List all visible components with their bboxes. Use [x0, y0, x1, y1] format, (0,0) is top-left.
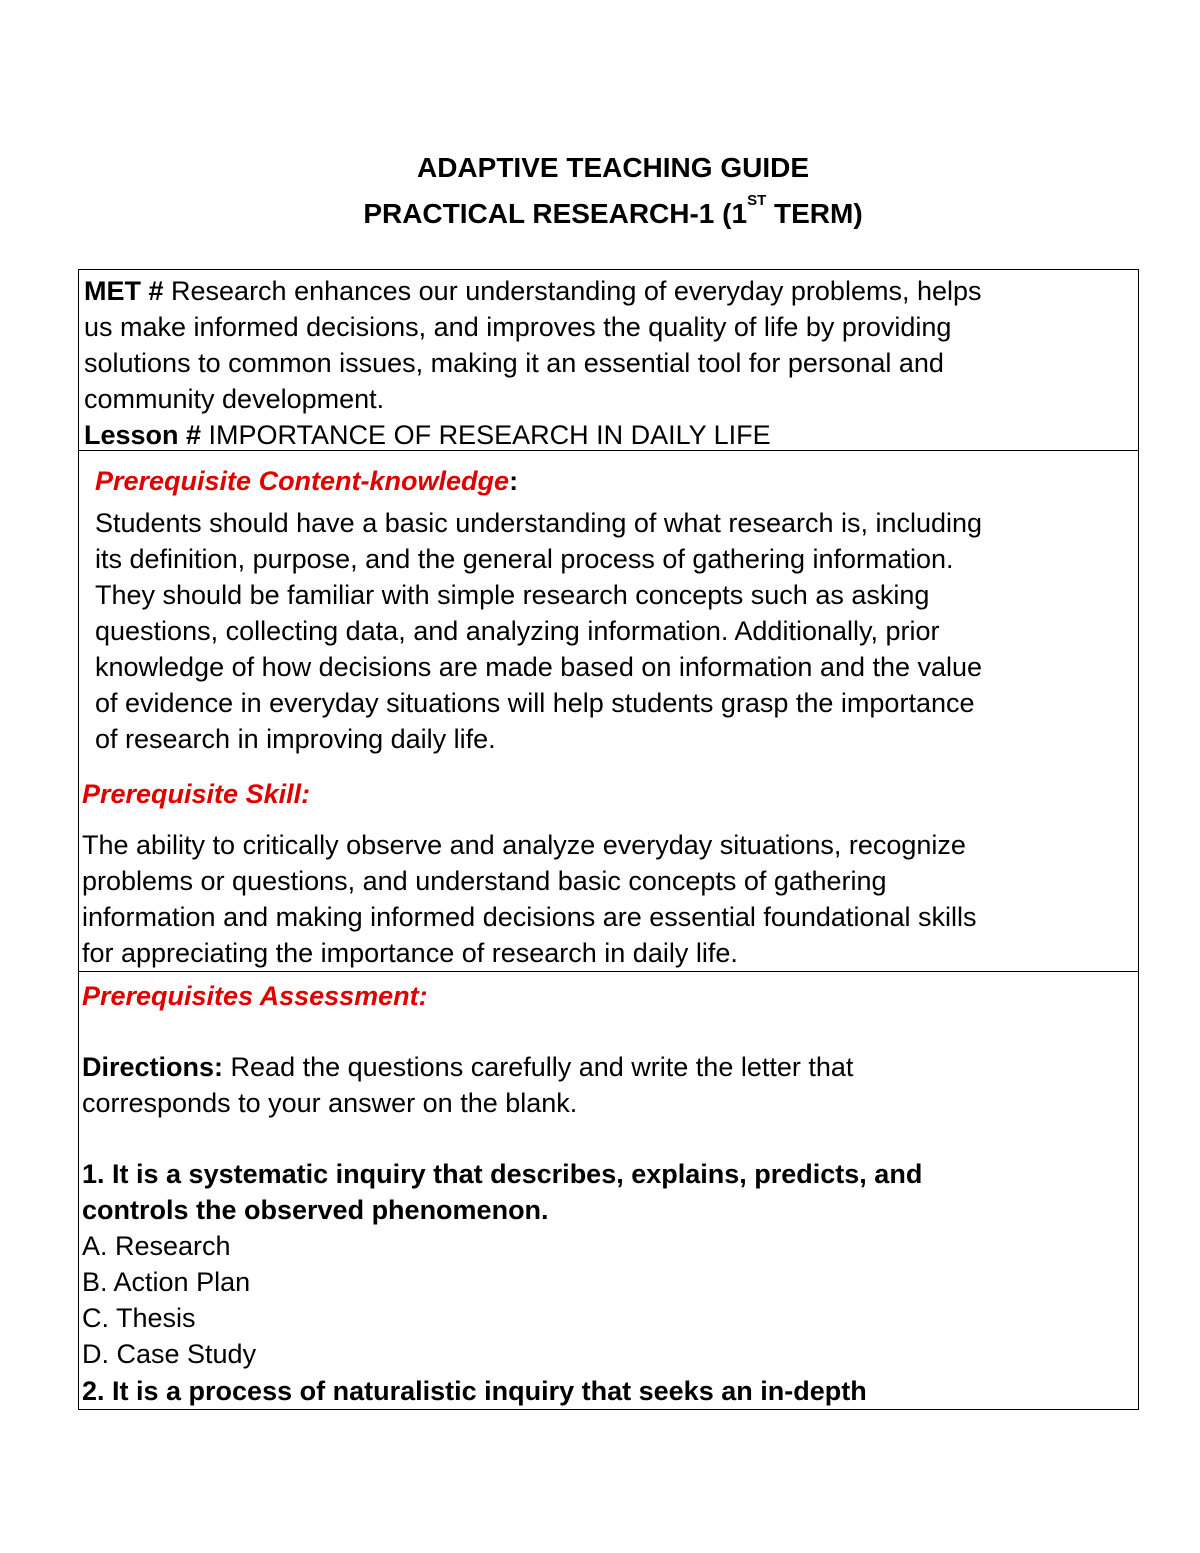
assessment-heading: Prerequisites Assessment: — [82, 981, 428, 1011]
directions — [82, 1049, 853, 1121]
option-b: B. Action Plan — [82, 1267, 251, 1297]
paragraph-line: They should be familiar with simple research concepts such as asking — [95, 580, 930, 610]
directions-line — [82, 1049, 853, 1085]
prereq-content-body — [95, 505, 982, 757]
paragraph-line: for appreciating the importance of research in daily life. — [82, 938, 738, 968]
guide-table — [78, 269, 1139, 1410]
met-cell — [84, 273, 982, 453]
prereq-skill-heading: Prerequisite Skill: — [82, 779, 311, 809]
paragraph-line: questions, collecting data, and analyzing information. Additionally, prior — [95, 616, 940, 646]
lesson-label: Lesson # — [84, 420, 202, 450]
paragraph-line: The ability to critically observe and analyze everyday situations, recognize — [82, 830, 966, 860]
question-2: 2. It is a process of naturalistic inquiry that seeks an in-depth — [82, 1376, 867, 1406]
met-text: Research enhances our understanding of everyday problems, helps — [163, 276, 982, 306]
paragraph-line: problems or questions, and understand basic concepts of gathering — [82, 866, 887, 896]
option-c: C. Thesis — [82, 1303, 196, 1333]
document-title: ADAPTIVE TEACHING GUIDE — [416, 152, 810, 183]
paragraph-line: knowledge of how decisions are made based on information and the value — [95, 652, 983, 682]
subtitle-superscript: ST — [747, 192, 767, 209]
prereq-content-title: Prerequisite Content-knowledge — [95, 466, 510, 496]
met-line: solutions to common issues, making it an essential tool for personal and — [84, 348, 944, 378]
met-label: MET # — [84, 276, 164, 306]
directions-line: corresponds to your answer on the blank. — [82, 1088, 578, 1118]
option-a: A. Research — [82, 1231, 231, 1261]
question-line: controls the observed phenomenon. — [82, 1195, 549, 1225]
directions-text: Read the questions carefully and write the letter that — [223, 1052, 854, 1082]
met-line: community development. — [84, 384, 385, 414]
directions-label: Directions: — [82, 1052, 224, 1082]
prereq-content-heading — [95, 463, 518, 499]
question-line: 1. It is a systematic inquiry that describes, explains, predicts, and — [82, 1159, 923, 1189]
paragraph-line: its definition, purpose, and the general process of gathering information. — [95, 544, 954, 574]
met-line: us make informed decisions, and improves the quality of life by providing — [84, 312, 952, 342]
lesson-line — [84, 417, 982, 453]
paragraph-line: of evidence in everyday situations will help students grasp the importance — [95, 688, 975, 718]
met-line — [84, 273, 982, 309]
prereq-skill-body — [82, 827, 976, 971]
paragraph-line: Students should have a basic understanding of what research is, including — [95, 508, 983, 538]
subtitle-text-end: TERM) — [766, 198, 863, 229]
paragraph-line: information and making informed decisions are essential foundational skills — [82, 902, 977, 932]
paragraph-line: of research in improving daily life. — [95, 724, 496, 754]
lesson-text: IMPORTANCE OF RESEARCH IN DAILY LIFE — [201, 420, 771, 450]
prereq-content-colon: : — [509, 466, 519, 496]
option-d: D. Case Study — [82, 1339, 257, 1369]
question-1-options — [82, 1228, 256, 1372]
row-divider — [79, 971, 1138, 972]
question-1 — [82, 1156, 922, 1228]
document-subtitle — [0, 192, 1200, 231]
subtitle-text: PRACTICAL RESEARCH-1 (1 — [363, 198, 748, 229]
